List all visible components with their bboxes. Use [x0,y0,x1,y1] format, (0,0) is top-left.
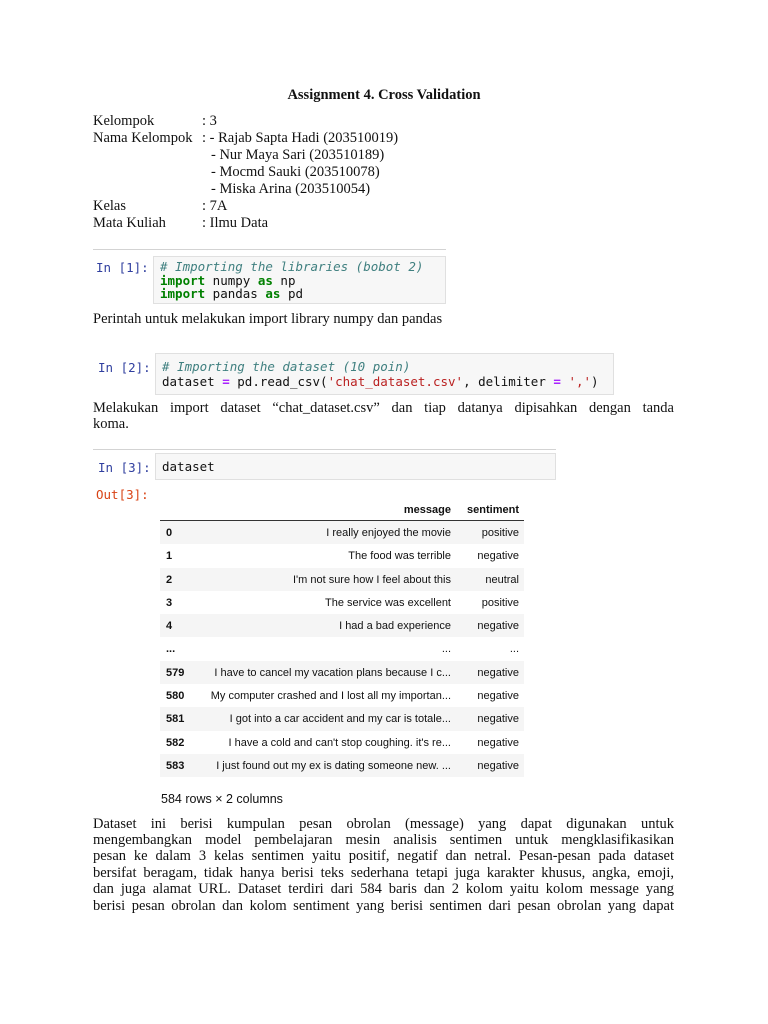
description-line: dan juga alamat URL. Dataset terdiri dari 584 baris dan 2 kolom yaitu kolom message yang [93,881,674,897]
code-operator: = [553,374,561,389]
code-comment: # Importing the dataset (10 poin) [162,359,411,374]
column-header-sentiment: sentiment [467,504,519,516]
cell-sentiment: negative [477,620,519,633]
cell-message: I'm not sure how I feel about this [292,573,451,586]
cell-sentiment: negative [477,550,519,563]
cell-divider [93,249,446,250]
mata-kuliah-value: : Ilmu Data [202,215,269,231]
cell-message: I really enjoyed the movie [326,527,451,539]
table-header [160,498,524,521]
code-keyword: as [265,286,281,301]
kelompok-value: : 3 [202,113,217,129]
cell-sentiment: negative [477,736,519,749]
input-prompt: In [2]: [98,360,151,375]
cell-sentiment: negative [477,666,519,679]
table-row [160,731,524,754]
nama-kelompok-value: : - Rajab Sapta Hadi (203510019) [202,130,399,146]
table-row [160,591,524,614]
cell-message: My computer crashed and I lost all my importan... [210,690,451,703]
cell-message: I have a cold and can't stop coughing. it's re... [228,736,451,749]
row-index: 581 [166,713,185,726]
code-keyword: import [160,272,206,288]
kelas-label: Kelas [93,198,127,214]
row-index: 0 [166,527,173,539]
row-index: 2 [166,573,173,586]
paragraph-import-libraries: Perintah untuk melakukan import library numpy dan pandas [93,311,443,327]
code-text: dataset [162,459,215,474]
code-keyword: import [160,286,206,301]
code-text: pandas [205,286,266,301]
description-line: mengembangkan model pembelajaran mesin analisis sentimen untuk mengklasifikasikan [93,832,674,848]
row-index: 1 [166,550,173,563]
description-line: pesan ke dalam 3 kelas sentimen yaitu positif, negatif dan netral. Pesan-pesan pada dataset [93,848,674,864]
code-cell-3[interactable] [155,453,556,480]
code-text: dataset [162,374,223,389]
description-line: Dataset ini berisi kumpulan pesan obrolan (message) yang dapat digunakan untuk [93,816,674,832]
code-cell-1[interactable] [153,256,446,304]
code-text: pd [280,286,304,301]
code-string: 'chat_dataset.csv' [327,374,464,389]
cell-message: I got into a car accident and my car is totale... [229,713,451,726]
code-text: numpy [205,272,258,288]
column-header-message: message [403,504,451,516]
code-operator: = [222,374,230,389]
member-item: - Nur Maya Sari (203510189) [211,147,385,163]
cell-sentiment: positive [481,596,519,609]
table-row [160,684,524,707]
code-string: ',' [568,374,592,389]
table-row [160,661,524,684]
input-prompt: In [1]: [96,260,149,275]
code-text: , delimiter [463,374,554,389]
row-index: ... [166,643,176,656]
table-row [160,568,524,591]
member-item: - Mocmd Sauki (203510078) [211,164,380,180]
code-cell-2[interactable] [155,353,614,395]
cell-message: I had a bad experience [339,620,451,633]
cell-sentiment: negative [477,713,519,726]
input-prompt: In [3]: [98,460,151,475]
document-title: Assignment 4. Cross Validation [287,87,481,103]
table-row [160,614,524,637]
cell-sentiment: neutral [485,573,519,586]
cell-message: I just found out my ex is dating someone new. ... [216,759,451,772]
row-index: 580 [166,690,185,703]
table-row [160,637,524,660]
table-row [160,754,524,777]
cell-divider [93,449,556,450]
row-index: 579 [166,666,185,679]
cell-message: ... [441,643,451,656]
code-comment: # Importing the libraries (bobot 2) [160,259,424,274]
cell-sentiment: negative [477,759,519,772]
cell-message: The service was excellent [325,596,451,609]
row-index: 4 [166,620,173,633]
row-index: 582 [166,736,185,749]
paragraph-import-dataset-line1: Melakukan import dataset “chat_dataset.csv” dan tiap datanya dipisahkan dengan tanda [93,400,674,416]
code-text: ) [591,374,599,389]
code-text: np [272,272,296,288]
mata-kuliah-label: Mata Kuliah [93,215,166,231]
code-text: pd.read_csv( [229,374,328,389]
kelompok-label: Kelompok [93,113,155,129]
paragraph-import-dataset-line2: koma. [93,416,129,432]
row-index: 583 [166,759,185,772]
description-line: bersifat beragam, tidak hanya berisi teks sederhana tetapi juga karakter khusus, angka, emoji, [93,865,674,881]
member-item: - Miska Arina (203510054) [211,181,371,197]
cell-sentiment: positive [481,527,519,539]
row-index: 3 [166,596,173,609]
output-prompt: Out[3]: [96,487,149,502]
cell-sentiment: negative [477,690,519,703]
table-row [160,521,524,544]
dataframe-shape-footer: 584 rows × 2 columns [161,792,283,806]
nama-kelompok-label: Nama Kelompok [93,130,193,146]
kelas-value: : 7A [202,198,228,214]
dataframe-table [160,498,524,777]
table-row [160,544,524,567]
table-row [160,707,524,730]
description-line: berisi pesan obrolan dan kolom sentiment yang berisi sentimen dari pesan obrolan yang dapat [93,898,674,914]
cell-message: I have to cancel my vacation plans because I c... [214,666,451,679]
cell-sentiment: ... [509,643,519,656]
cell-message: The food was terrible [348,550,451,563]
code-keyword: as [257,272,273,288]
